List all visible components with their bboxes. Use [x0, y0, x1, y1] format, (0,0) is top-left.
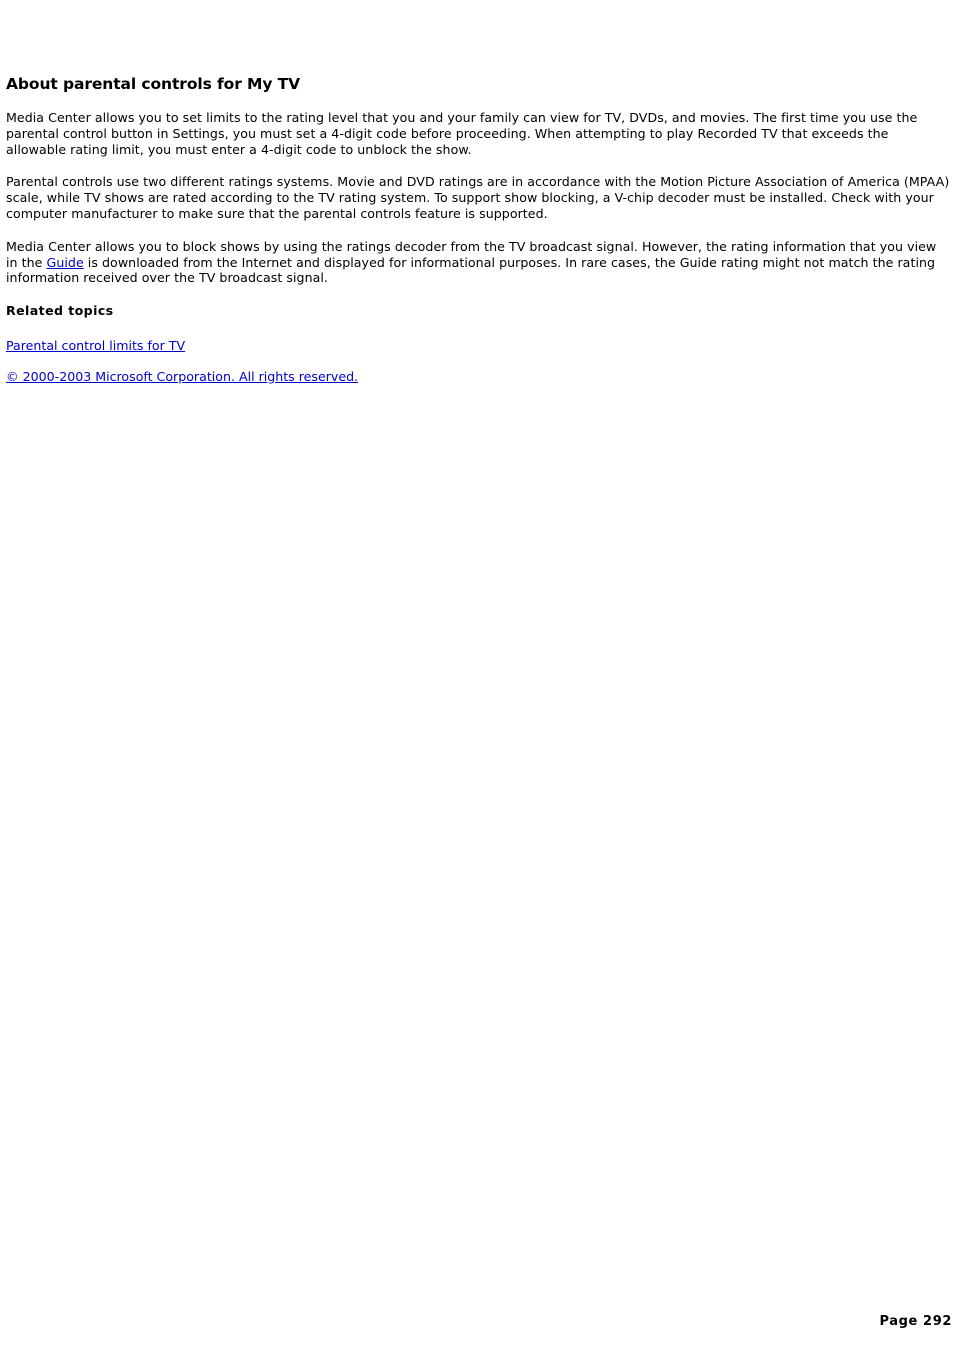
page-title: About parental controls for My TV	[6, 75, 301, 93]
copyright-link[interactable]: © 2000-2003 Microsoft Corporation. All rights reserved.	[6, 368, 359, 384]
paragraph-broadcast-signal	[6, 239, 950, 286]
paragraph-intro: Media Center allows you to set limits to the rating level that you and your family can view for TV, DVDs, and movies. The first time you use the parental control button in Settings, you must set a 4-digit code before proceeding. When attempting to play Recorded TV that exceeds the allowable rating limit, you must enter a 4-digit code to unblock the show.	[6, 110, 918, 157]
paragraph-text-before-link: Media Center allows you to block shows by using the ratings decoder from the TV broadcast signal. However, the rating information that you view in the	[6, 238, 937, 270]
guide-link[interactable]: Guide	[46, 254, 84, 270]
page-number: Page 292	[879, 1314, 952, 1329]
article-content	[6, 74, 950, 400]
related-topics-heading: Related topics	[6, 303, 114, 319]
paragraph-ratings-systems: Parental controls use two different ratings systems. Movie and DVD ratings are in accordance with the Motion Picture Association of America (MPAA) scale, while TV shows are rated according to the TV rating system. To support show blocking, a V-chip decoder must be installed. Check with your computer manufacturer to make sure that the parental controls feature is supported.	[6, 174, 950, 221]
parental-control-limits-link[interactable]: Parental control limits for TV	[6, 337, 186, 353]
paragraph-text-after-link: is downloaded from the Internet and displayed for informational purposes. In rare cases, the Guide rating might not match the rating information received over the TV broadcast signal.	[6, 254, 936, 286]
related-topic-item	[6, 338, 950, 354]
copyright-line	[6, 369, 950, 385]
